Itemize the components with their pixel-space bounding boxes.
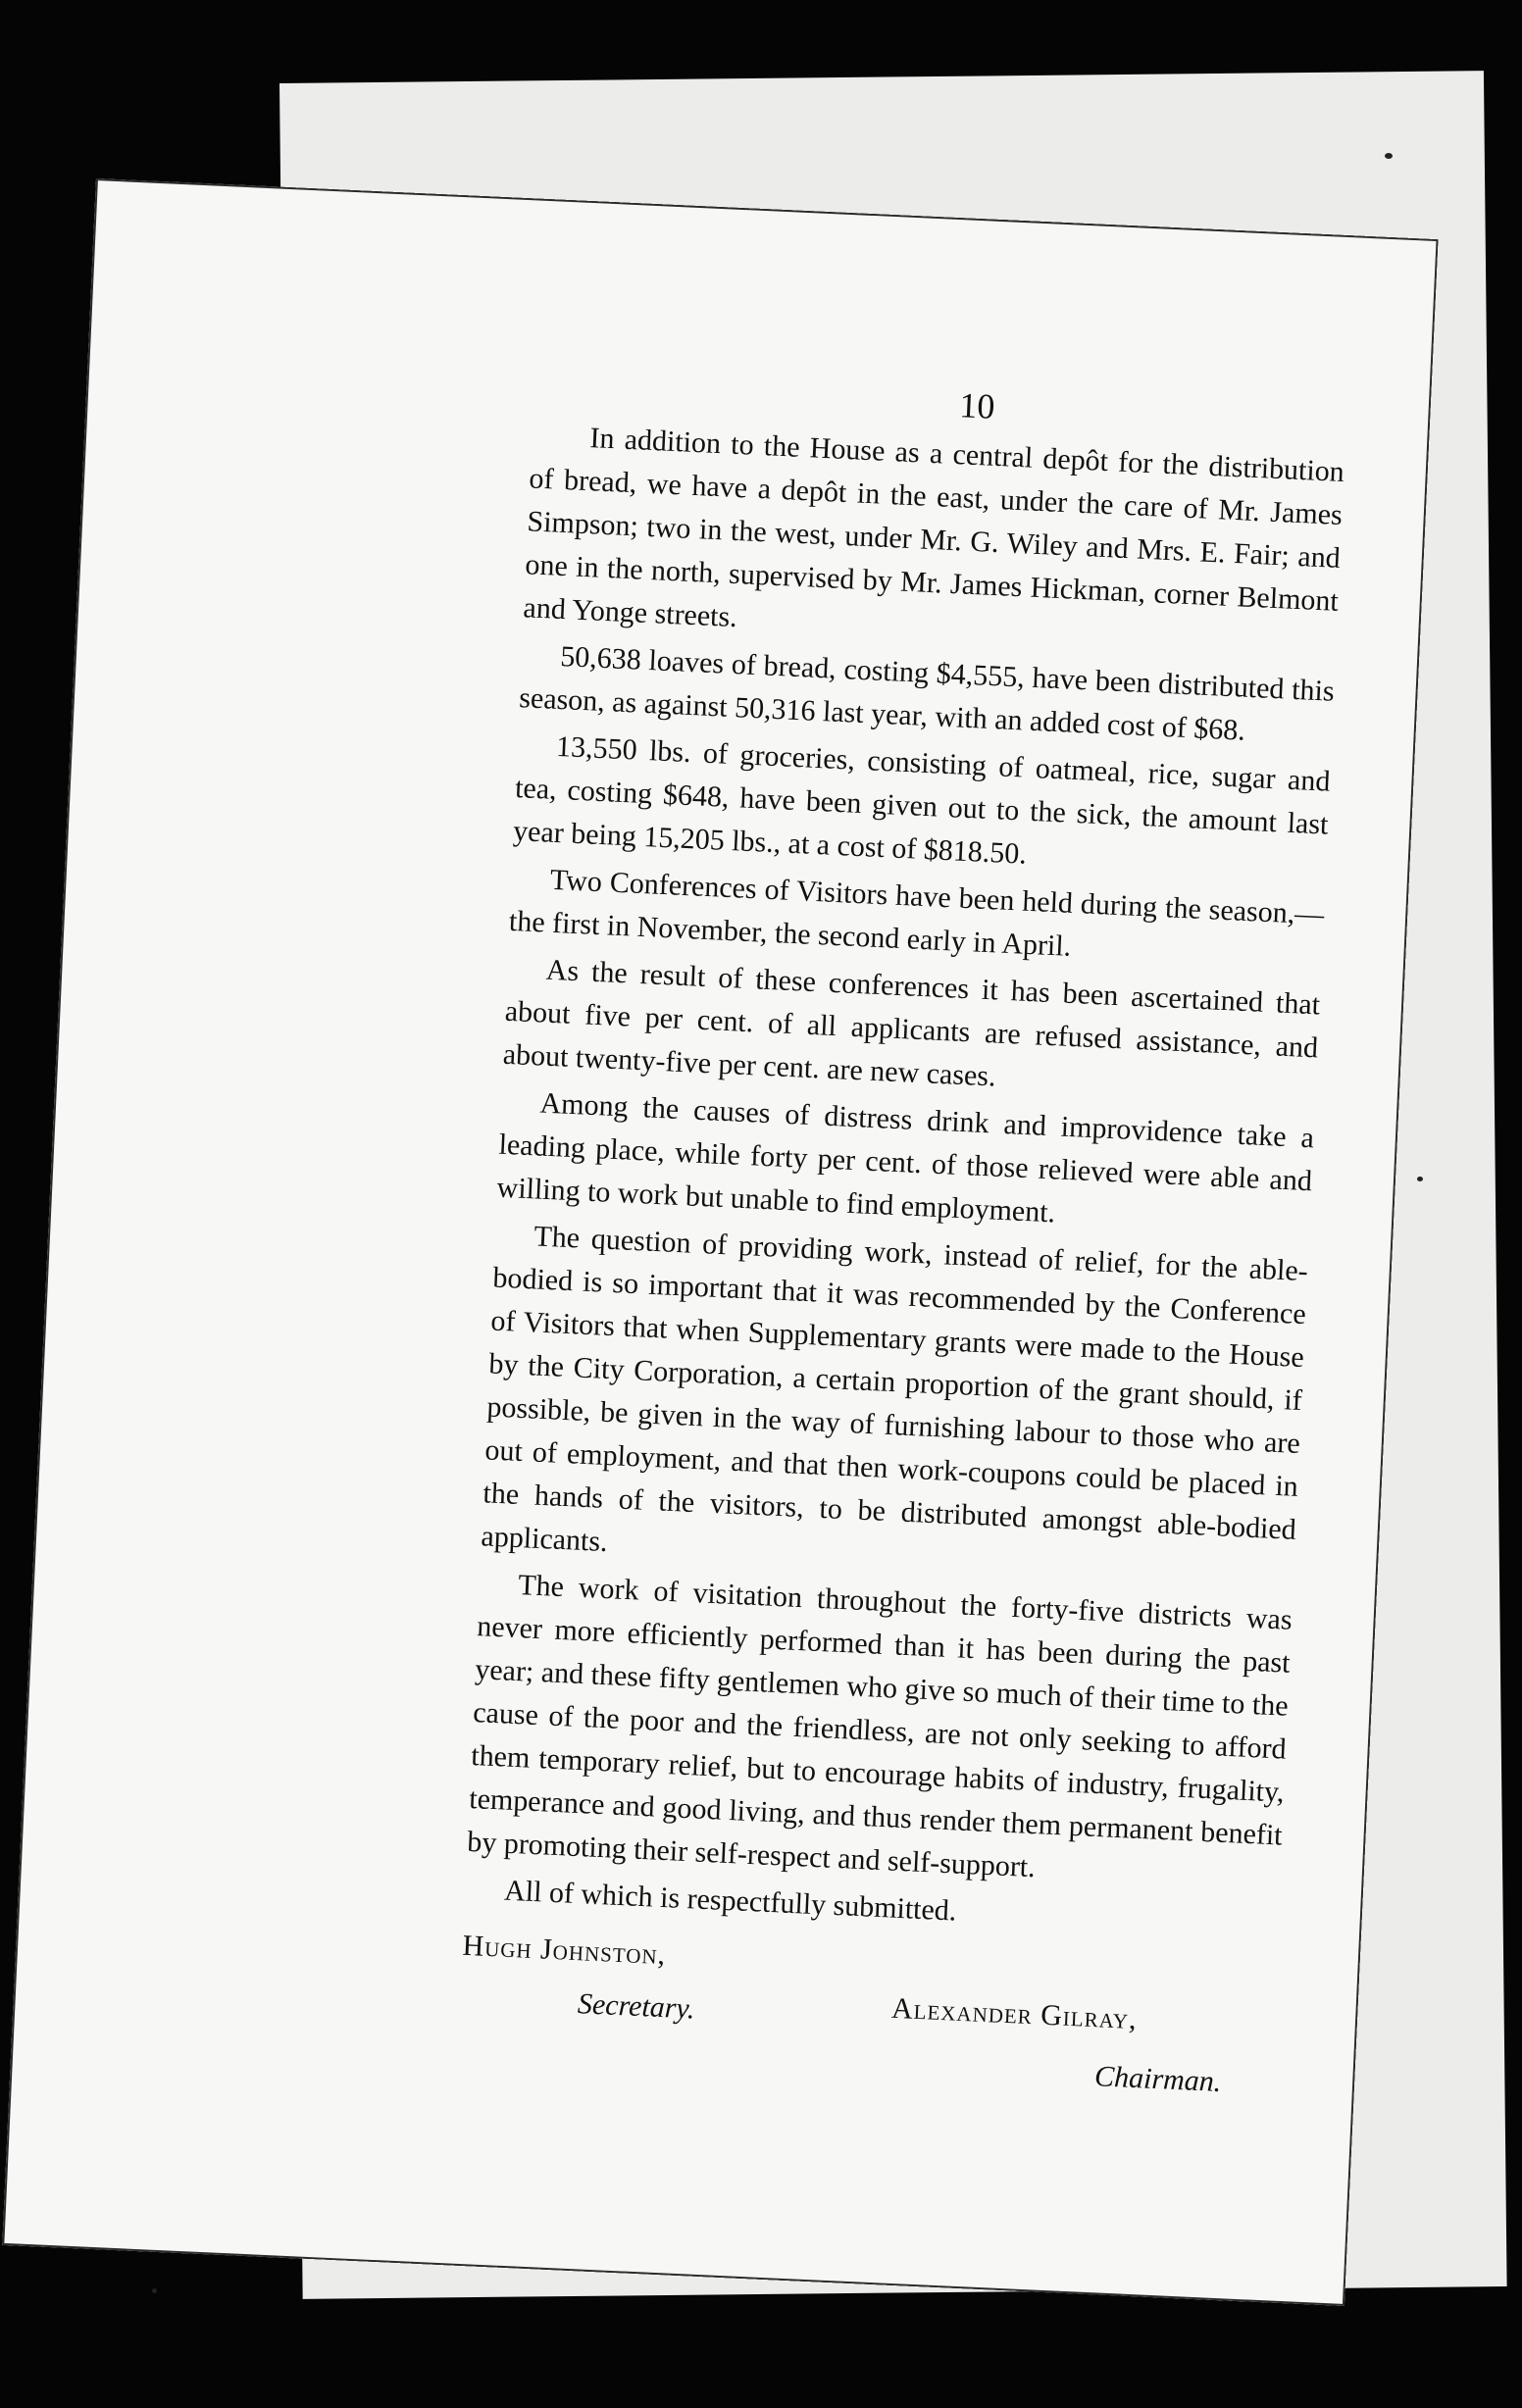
- document-page: [2, 178, 1438, 2306]
- chairman-title: Chairman.: [1093, 2060, 1223, 2099]
- paragraph-closing: All of which is respectfully submitted.: [503, 1874, 958, 1928]
- chairman-name: Alexander Gilray,: [890, 1991, 1139, 2036]
- scan-speck: [152, 2288, 157, 2293]
- scan-speck: [1417, 1177, 1423, 1181]
- paragraph-results: As the result of these conferences it has been ascertained that about five per cent. of all applicants are refused assistance, and about twenty-five per cent. are new cases.: [502, 953, 1321, 1093]
- secretary-name: Hugh Johnston,: [461, 1929, 667, 1972]
- paragraph-visitation: The work of visitation throughout the forty-five districts was never more efficiently performed than it has been during the past year; and these fifty gentlemen who give so much of their time to the cause of the poor and the friendless, are not only seeking to afford them temporary relief, but to encourage habits of industry, frugality, temperance and good living, and thus render them permanent benefit by promoting their self-respect and self-support.: [466, 1569, 1294, 1884]
- scan-speck: [1385, 153, 1393, 159]
- report-text: [453, 414, 1345, 2190]
- paragraph-depots: In addition to the House as a central depôt for the distribution of bread, we have a depôt in the east, under the care of Mr. James Simpson; two in the west, under Mr. G. Wiley and Mrs. E. Fair; and one in the north, supervised by Mr. James Hickman, corner Belmont and Yonge streets.: [522, 422, 1345, 634]
- signature-block: [453, 1919, 1277, 2190]
- paragraph-causes: Among the causes of distress drink and improvidence take a leading place, while forty per cent. of those relieved were able and willing to work but unable to find employment.: [495, 1086, 1315, 1229]
- paragraph-groceries: 13,550 lbs. of groceries, consisting of oatmeal, rice, sugar and tea, costing $648, have been given out to the sick, the amount last year being 15,205 lbs., at a cost of $818.50.: [512, 729, 1332, 871]
- page-number: 10: [958, 385, 996, 426]
- paragraph-conferences: Two Conferences of Visitors have been held during the season,— the first in November, the second early in April.: [508, 863, 1325, 963]
- secretary-title: Secretary.: [577, 1987, 696, 2026]
- paragraph-bread: 50,638 loaves of bread, costing $4,555, have been distributed this season, as against 50,316 last year, with an added cost of $68.: [518, 639, 1336, 747]
- paragraph-work: The question of providing work, instead of relief, for the able-bodied is so important that it was recommended by the Conference of Visitors that when Supplementary grants were made to the House by the City Corporation, a certain proportion of the grant should, if possible, be given in the way of furnishing labour to those who are out of employment, and that then work-coupons could be placed in the hands of the visitors, to be distributed amongst able-bodied applicants.: [480, 1220, 1309, 1559]
